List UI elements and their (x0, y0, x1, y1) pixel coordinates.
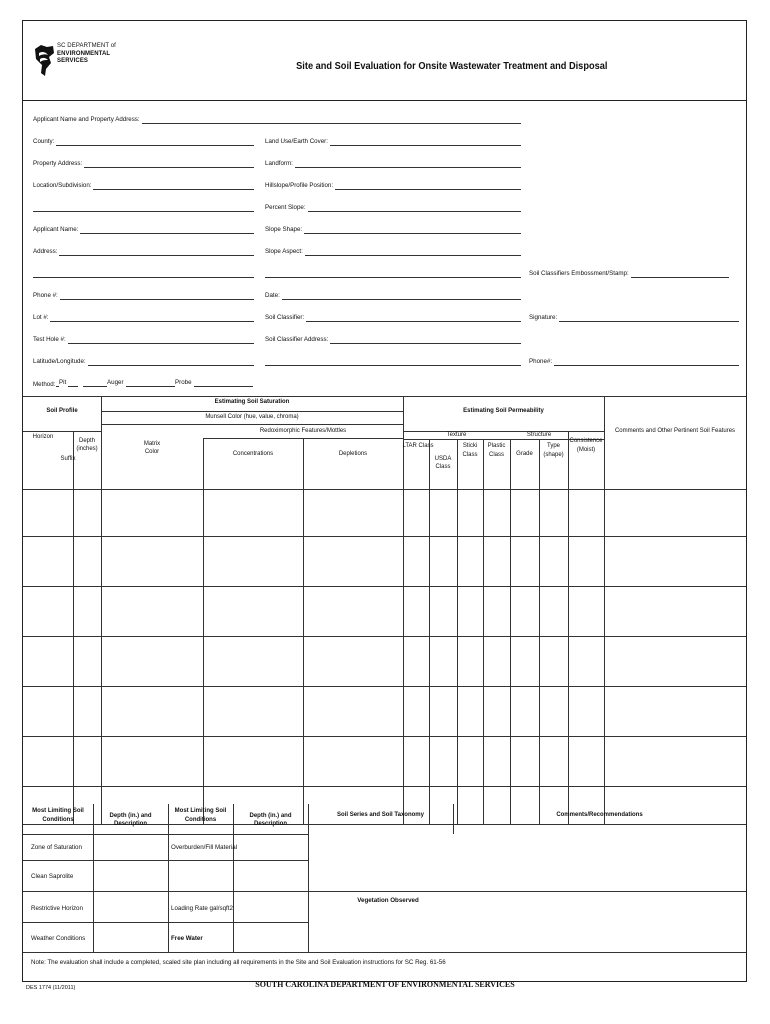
test-hole-field[interactable]: Test Hole #: (33, 335, 254, 345)
redox-header: Redoximorphic Features/Mottles (259, 428, 347, 434)
suffix-header: Suffix (60, 456, 76, 462)
logo-line3: SERVICES (57, 58, 89, 64)
most-limiting-2: Most Limiting Soil (174, 808, 227, 814)
sticki-header: Sticki (462, 443, 478, 449)
evaluation-note: Note: The evaluation shall include a completed, scaled site plan including all requirements in the Site and Soil Evaluation instructions for SC Reg. 61-56 (31, 959, 446, 966)
zone-saturation-label: Zone of Saturation (31, 844, 82, 851)
form-frame (22, 20, 747, 982)
soil-series-header: Soil Series and Soil Taxonomy (337, 812, 424, 818)
most-limiting-1-cond: Conditions (42, 817, 74, 823)
address-extra-line[interactable] (33, 269, 254, 279)
state-map-icon (33, 43, 55, 79)
classifier-stamp-field[interactable]: Soil Classifiers Embossment/Stamp: (529, 269, 729, 279)
horizon-header: Horizon (32, 434, 54, 440)
texture-header: Texture (446, 432, 467, 438)
grade-header: Grade (516, 451, 533, 457)
method-auger-option[interactable]: Auger (83, 378, 153, 388)
comments-header: Comments and Other Pertinent Soil Features (614, 428, 736, 434)
form-header (23, 21, 746, 101)
depth-desc-1: Depth (in.) and Description (109, 813, 152, 827)
depth-header: Depth (78, 438, 95, 444)
property-address-field[interactable]: Property Address: (33, 159, 254, 169)
inches-header: (inches) (76, 446, 98, 452)
depletions-header: Depletions (338, 451, 368, 457)
shape-header: (shape) (543, 452, 564, 458)
phone2-field[interactable]: Phone#: (529, 357, 739, 367)
lot-field[interactable]: Lot #: (33, 313, 254, 323)
logo-line1: SC DEPARTMENT of (57, 43, 116, 49)
method-probe-option[interactable]: Probe (153, 378, 253, 388)
concentrations-header: Concentrations (232, 451, 274, 457)
loading-rate-label: Loading Rate gal/sqft2 (171, 905, 233, 912)
form-title: Site and Soil Evaluation for Onsite Wastewater Treatment and Disposal (296, 60, 608, 72)
munsell-header: Munsell Color (hue, value, chroma) (205, 414, 299, 420)
structure-header: Structure (526, 432, 552, 438)
signature-field[interactable]: Signature: (529, 313, 739, 323)
date-field[interactable]: Date: (265, 291, 521, 301)
slope-shape-field[interactable]: Slope Shape: (265, 225, 521, 235)
hillslope-field[interactable]: Hillslope/Profile Position: (265, 181, 521, 191)
restrictive-label: Restrictive Horizon (31, 905, 83, 912)
ltar-header: LTAR Class (402, 443, 434, 449)
moist-header: (Moist) (576, 447, 596, 453)
plastic-class-header: Class (488, 452, 504, 458)
most-limiting-1: Most Limiting Soil (32, 808, 84, 814)
logo-text (57, 43, 116, 66)
sticki-class-header: Class (462, 452, 478, 458)
classifier-address-extra-line[interactable] (265, 357, 521, 367)
address-field[interactable]: Address: (33, 247, 254, 257)
free-water-label: Free Water (171, 935, 203, 942)
est-permeability-header: Estimating Soil Permeability (463, 408, 544, 414)
color-header: Color (144, 449, 160, 455)
usda-header: USDA Class (434, 456, 452, 470)
county-field[interactable]: County: (33, 137, 254, 147)
form-code: DES 1774 (11/2011) (26, 985, 76, 991)
overburden-label: Overburden/Fill Material (171, 844, 238, 851)
slope-aspect-extra-line[interactable] (265, 269, 521, 279)
landform-field[interactable]: Landform: (265, 159, 521, 169)
location-field[interactable]: Location/Subdivision: (33, 181, 254, 191)
percent-slope-field[interactable]: Percent Slope: (265, 203, 521, 213)
weather-label: Weather Conditions (31, 935, 86, 942)
lat-long-field[interactable]: Latitude/Longitude: (33, 357, 254, 367)
land-use-field[interactable]: Land Use/Earth Cover: (265, 137, 521, 147)
soil-profile-header: Soil Profile (46, 408, 78, 414)
depth-desc-2: Depth (in.) and Description (249, 813, 292, 827)
clean-saprolite-label: Clean Saprolite (31, 873, 74, 880)
matrix-header: Matrix (143, 441, 161, 447)
comments-rec-header: Comments/Recommendations (556, 812, 643, 818)
soil-classifier-field[interactable]: Soil Classifier: (265, 313, 521, 323)
vegetation-label: Vegetation Observed (357, 897, 419, 904)
agency-logo (33, 43, 123, 83)
type-header: Type (546, 443, 560, 449)
method-pit-option[interactable]: Pit (56, 378, 78, 388)
logo-line2: ENVIRONMENTAL (57, 50, 111, 57)
location-extra-line[interactable] (33, 203, 254, 213)
consistence-header: Consistence (569, 438, 603, 444)
classifier-address-field[interactable]: Soil Classifier Address: (265, 335, 521, 345)
applicant-name-address-field[interactable]: Applicant Name and Property Address: (33, 115, 521, 125)
method-label: Method: (33, 381, 56, 388)
plastic-header: Plastic (487, 443, 506, 449)
slope-aspect-field[interactable]: Slope Aspect: (265, 247, 521, 257)
agency-name: SOUTH CAROLINA DEPARTMENT OF ENVIRONMENTAL SERVICES (255, 980, 515, 989)
applicant-name-field[interactable]: Applicant Name: (33, 225, 254, 235)
phone-field[interactable]: Phone #: (33, 291, 254, 301)
est-saturation-header: Estimating Soil Saturation (214, 399, 290, 405)
most-limiting-2-cond: Conditions (184, 817, 217, 823)
